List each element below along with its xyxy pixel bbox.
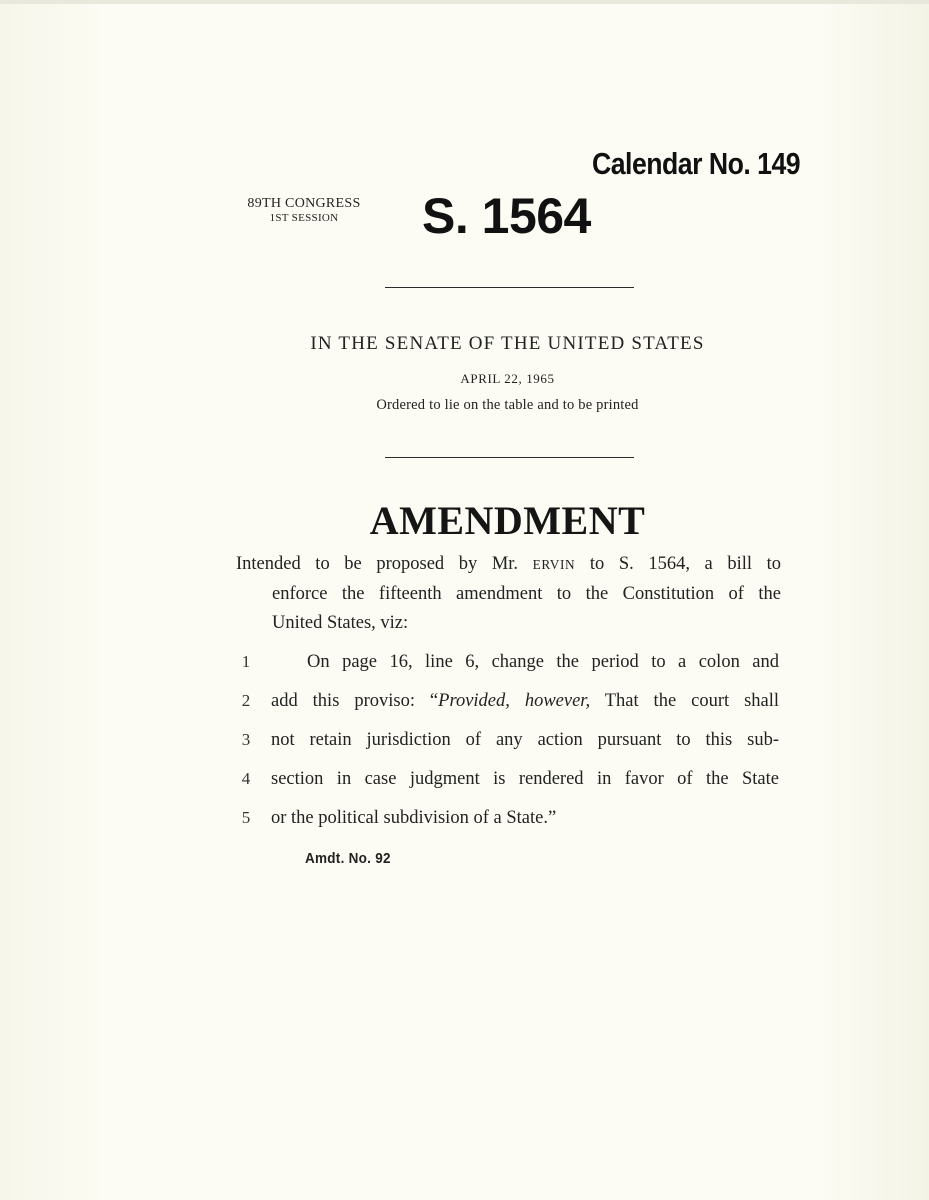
intro-line-2: enforce the fifteenth amendment to the Constitution of the xyxy=(272,583,781,604)
line-number: 2 xyxy=(241,691,251,710)
session-label: 1ST SESSION xyxy=(269,212,339,224)
body-line-3: not retain jurisdiction of any action pursuant to this sub- xyxy=(271,730,779,750)
body-line-5: or the political subdivision of a State.” xyxy=(271,808,557,828)
ordered-line: Ordered to lie on the table and to be printed xyxy=(376,397,639,413)
page-top-edge xyxy=(0,0,929,4)
intro-line-3: United States, viz: xyxy=(272,613,409,633)
amendment-title: AMENDMENT xyxy=(369,498,646,543)
line-number: 4 xyxy=(241,769,251,788)
divider-rule-bottom xyxy=(385,457,634,458)
chamber-heading: IN THE SENATE OF THE UNITED STATES xyxy=(310,333,705,354)
body-line-1: On page 16, line 6, change the period to a colon and xyxy=(307,652,779,672)
congress-label: 89TH CONGRESS xyxy=(247,196,361,211)
divider-rule-top xyxy=(385,287,634,288)
intro-line-1 xyxy=(236,550,781,580)
intro-paragraph xyxy=(236,550,781,639)
body-line-2-a: add this proviso: “ xyxy=(271,691,439,711)
line-number: 3 xyxy=(241,730,251,749)
congress-session-block xyxy=(238,196,370,226)
body-line-4: section in case judgment is rendered in favor of the State xyxy=(271,769,779,789)
bill-number: S. 1564 xyxy=(422,188,591,244)
line-number: 1 xyxy=(241,652,251,671)
amendment-number: Amdt. No. 92 xyxy=(305,850,391,867)
body-line-2-b: That the court shall xyxy=(590,691,780,711)
sponsor-name: ERVIN xyxy=(532,557,576,572)
proviso-italic: Provided, however, xyxy=(438,691,591,711)
intro-text-1b: to S. 1564, a bill to xyxy=(575,554,781,574)
intro-text-1a: Intended to be proposed by Mr. xyxy=(236,554,533,574)
date-line: APRIL 22, 1965 xyxy=(460,371,555,386)
calendar-number: Calendar No. 149 xyxy=(592,146,801,181)
line-number: 5 xyxy=(241,808,251,827)
body-line-2 xyxy=(271,691,779,712)
